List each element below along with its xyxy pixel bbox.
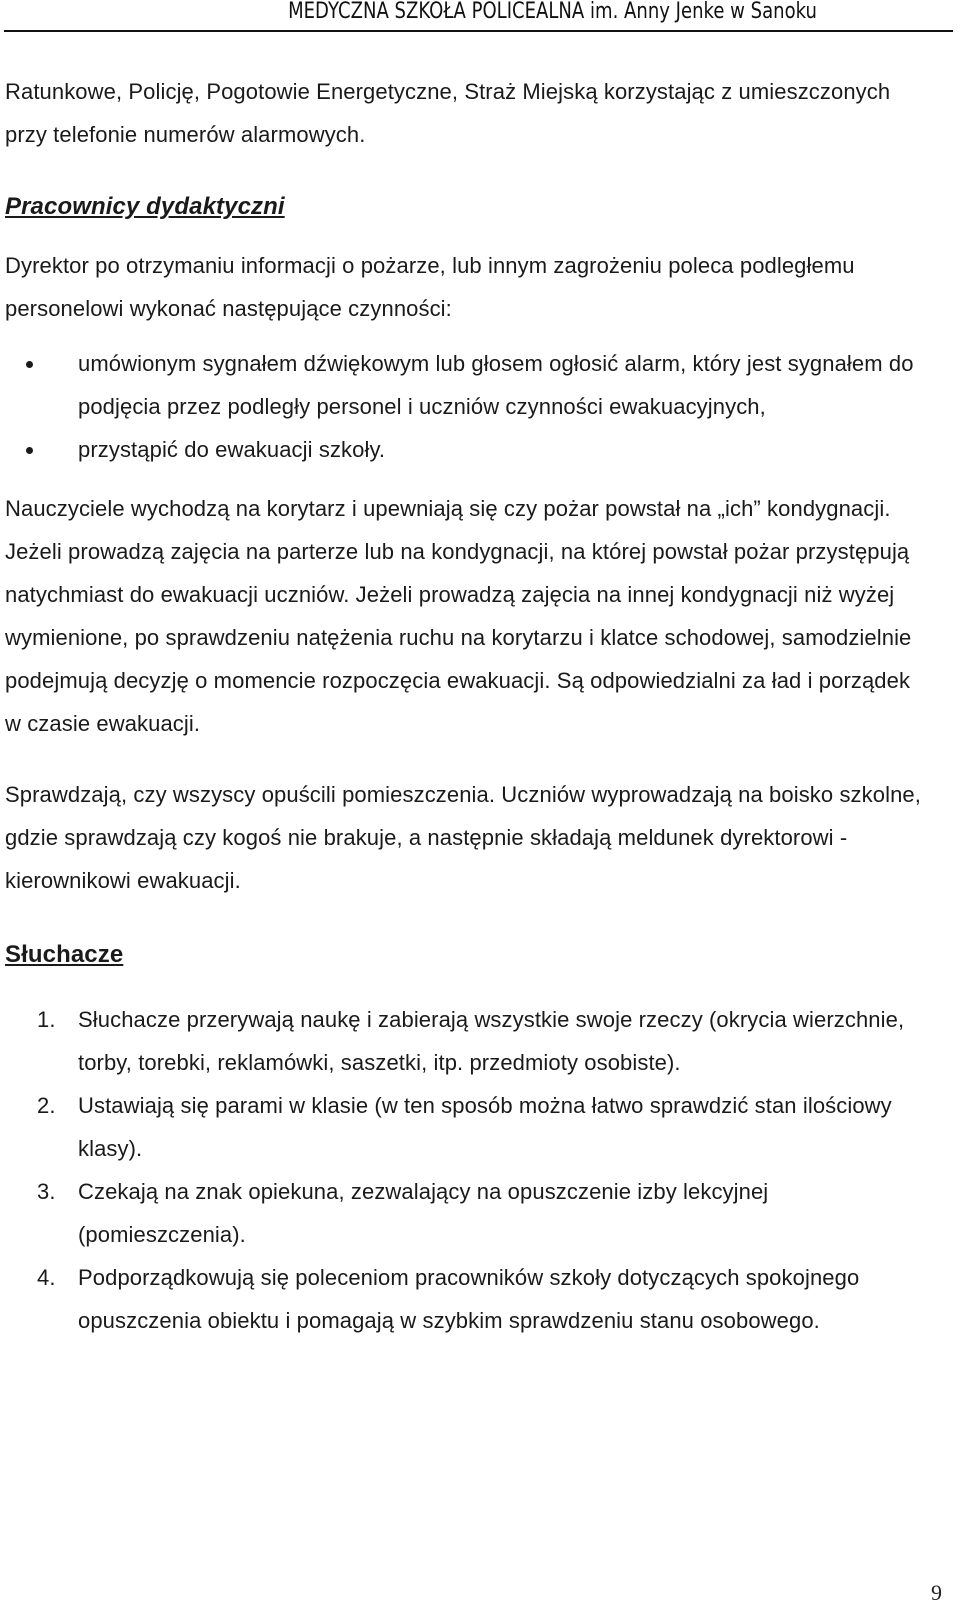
staff-actions-list: [5, 342, 925, 471]
list-item: [5, 1170, 925, 1256]
list-item: [5, 342, 925, 428]
step-text: Ustawiają się parami w klasie (w ten sposób można łatwo sprawdzić stan ilościowy klasy).: [78, 1093, 892, 1161]
bullet-icon: [26, 447, 33, 454]
list-item: [5, 998, 925, 1084]
step-number: 2.: [37, 1093, 56, 1118]
page-header: [0, 0, 960, 34]
header-divider: [4, 30, 953, 32]
check-paragraph: Sprawdzają, czy wszyscy opuścili pomieszczenia. Uczniów wyprowadzają na boisko szkolne, gdzie sprawdzają czy kogoś nie brakuje, a następnie składają meldunek dyrektorowi - kierownikowi ewakuacji.: [5, 782, 921, 893]
document-body: [5, 70, 925, 1342]
step-text: Czekają na znak opiekuna, zezwalający na opuszczenie izby lekcyjnej (pomieszczenia).: [78, 1179, 769, 1247]
intro-paragraph: Ratunkowe, Policję, Pogotowie Energetyczne, Straż Miejską korzystając z umieszczonych przy telefonie numerów alarmowych.: [5, 79, 891, 147]
header-title: MEDYCZNA SZKOŁA POLICEALNA im. Anny Jenke w Sanoku: [288, 0, 817, 24]
step-text: Słuchacze przerywają naukę i zabierają wszystkie swoje rzeczy (okrycia wierzchnie, torby, torebki, reklamówki, saszetki, itp. przedmioty osobiste).: [78, 1007, 905, 1075]
step-number: 3.: [37, 1179, 56, 1204]
step-text: Podporządkowują się poleceniom pracowników szkoły dotyczących spokojnego opuszczenia obiektu i pomagają w szybkim sprawdzeniu stanu osobowego.: [78, 1265, 860, 1333]
heading-students: Słuchacze: [5, 941, 124, 968]
teachers-paragraph: Nauczyciele wychodzą na korytarz i upewniają się czy pożar powstał na „ich” kondygnacji. Jeżeli prowadzą zajęcia na parterze lub na kondygnacji, na której powstał pożar przystępują natychmiast do ewakuacji uczniów. Jeżeli prowadzą zajęcia na innej kondygnacji niż wyżej wymienione, po sprawdzeniu natężenia ruchu na korytarzu i klatce schodowej, samodzielnie podejmują decyzję o momencie rozpoczęcia ewakuacji. Są odpowiedzialni za ład i porządek w czasie ewakuacji.: [5, 496, 912, 736]
list-item: [5, 1084, 925, 1170]
students-steps-list: [5, 998, 925, 1342]
staff-lead-paragraph: Dyrektor po otrzymaniu informacji o pożarze, lub innym zagrożeniu poleca podległemu personelowi wykonać następujące czynności:: [5, 253, 855, 321]
heading-staff: Pracownicy dydaktyczni: [5, 193, 285, 220]
list-item-text: przystąpić do ewakuacji szkoły.: [78, 437, 386, 462]
page-number: 9: [931, 1580, 942, 1605]
bullet-icon: [26, 361, 33, 368]
list-item: [5, 1256, 925, 1342]
step-number: 4.: [37, 1265, 56, 1290]
step-number: 1.: [37, 1007, 56, 1032]
list-item-text: umówionym sygnałem dźwiękowym lub głosem ogłosić alarm, który jest sygnałem do podjęcia przez podległy personel i uczniów czynności ewakuacyjnych,: [78, 351, 914, 419]
list-item: [5, 428, 925, 471]
